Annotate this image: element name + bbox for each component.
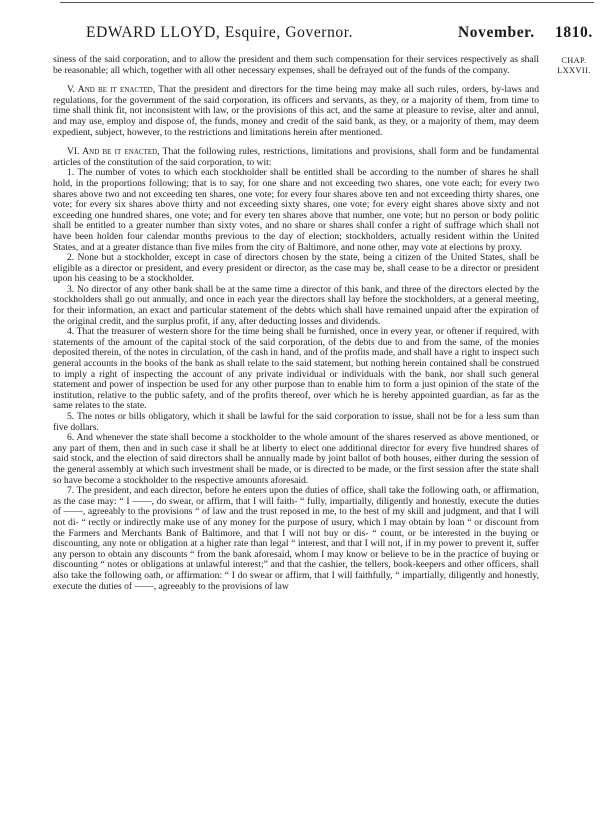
paragraph-continuation: siness of the said corporation, and to allow the president and them such compensation for their services respectively as shall be reasonable; all which, together with all other necessary expenses, shall be defrayed out of the funds of the company. [53, 54, 539, 76]
article-1: 1. The number of votes to which each stockholder shall be entitled shall be according to the number of shares he shall hold, in the proportions following; that is to say, for one share and not exceeding two shares, one vote each; for every two shares above two and not exceeding ten shares, one vote; for every four shares above ten and not exceeding thirty shares, one vote; for every six shares above thirty and not exceeding sixty shares, one vote; for every eight shares above sixty and not exceeding one hundred shares, one vote; and for every ten shares above that number, one vote; but no person or body politic shall be entitled to a greater number than sixty votes, and no share or shares shall confer a right of suffrage which shall not have been holden four calendar months previous to the day of election; stockholders, actually resident within the United States, and at a greater distance than five miles from the city of Baltimore, and none other, may vote at elections by proxy. [53, 167, 539, 253]
top-rule [60, 2, 594, 3]
section-lead: VI. And be it enacted, [67, 146, 160, 158]
section-vi: VI. And be it enacted, That the following rules, restrictions, limitations and provisions, shall form and be fundamental articles of the constitution of the said corporation, to wit: [53, 146, 539, 168]
section-lead: V. And be it enacted, [67, 84, 156, 96]
chapter-number: LXXVII. [557, 66, 591, 75]
article-2: 2. None but a stockholder, except in case of directors chosen by the state, being a citizen of the United States, shall be eligible as a director or president, and every president or director, as the case may be, shall cease to be a director or president upon his ceasing to be a stockholder. [53, 252, 539, 285]
article-5: 5. The notes or bills obligatory, which it shall be lawful for the said corporation to issue, shall not be for a less sum than five dollars. [53, 411, 539, 433]
article-6: 6. And whenever the state shall become a stockholder to the whole amount of the shares reserved as above mentioned, or any part of them, then and in such case it shall be at liberty to elect one additional director for every five hundred shares of said stock, and the election of said directors shall be annually made by joint ballot of both houses, either during the session of the general assembly at which such investment shall be made, or is directed to be made, or the first session after the state shall so have become a stockholder to the respective amounts aforesaid. [53, 432, 539, 486]
article-4: 4. That the treasurer of western shore for the time being shall be furnished, once in every year, or oftener if required, with statements of the amount of the capital stock of the said corporation, of the debts due to and from the same, of the monies deposited therein, of the notes in circulation, of the cash in hand, and of the profits made, and shall have a right to inspect such general accounts in the books of the bank as shall relate to the said statement, but nothing herein contained shall be construed to imply a right of inspecting the account of any private individual or individuals with the bank, nor shall such general statement and power of inspection be used for any other purpose than to enable him to form a just opinion of the state of the institution, relative to the public safety, and of the profits thereof, over which he is hereby appointed guardian, as far as the same relates to the state. [53, 326, 539, 412]
chapter-sidenote [548, 56, 600, 76]
statute-text [53, 55, 539, 592]
article-3: 3. No director of any other bank shall be at the same time a director of this bank, and three of the directors elected by the stockholders shall go out annually, and once in each year the directors shall lay before the stockholders, at a general meeting, for their information, an exact and particular statement of the debts which shall have remained unpaid after the expiration of the original credit, and the surplus profit, if any, after deducting losses and dividends. [53, 283, 539, 327]
header-title: EDWARD LLOYD, Esquire, Governor. [86, 24, 354, 41]
header-year: 1810. [555, 24, 593, 41]
section-v: V. And be it enacted, That the president and directors for the time being may make all such rules, orders, by-laws and regulations, for the government of the said corporation, its officers and servants, as they, or a majority of them, from time to time shall think fit, not inconsistent with law, or the provisions of this act, and the same at pleasure to revise, alter and annul, and may use, employ and dispose of, the funds, money and credit of the said bank, as they, or a majority of them, may deem expedient, subject, however, to the restrictions and limitations herein after mentioned. [53, 84, 539, 138]
chapter-label: CHAP. [561, 56, 587, 65]
article-7: 7. The president, and each director, before he enters upon the duties of office, shall take the following oath, or affirmation, as the case may: “ I ——, do swear, or affirm, that I will faith- “ fully, impartially, diligently and honestly, execute the duties of ——, agreeably to the provisions “ of law and the trust reposed in me, to the best of my skill and judgment, and that I will not di- “ rectly or indirectly make use of any money for the purpose of usury, which I may obtain by loan “ or discount from the Farmers and Merchants Bank of Baltimore, and that I will not buy or dis- “ count, or be interested in the buying or discounting, any note or obligation at a higher rate than legal “ interest, and that I will not, if in my power to prevent it, suffer any person to obtain any discounts “ from the bank aforesaid, whom I may know or believe to be in the practice of buying or discounting “ notes or obligations at unlawful interest;” and that the cashier, the tellers, book-keepers and other officers, shall also take the following oath, or affirmation: “ I do swear or affirm, that I will faithfully, “ impartially, diligently and honestly, execute the duties of ——, agreeably to the provisions of law [53, 485, 539, 592]
header-month: November. [458, 24, 535, 41]
